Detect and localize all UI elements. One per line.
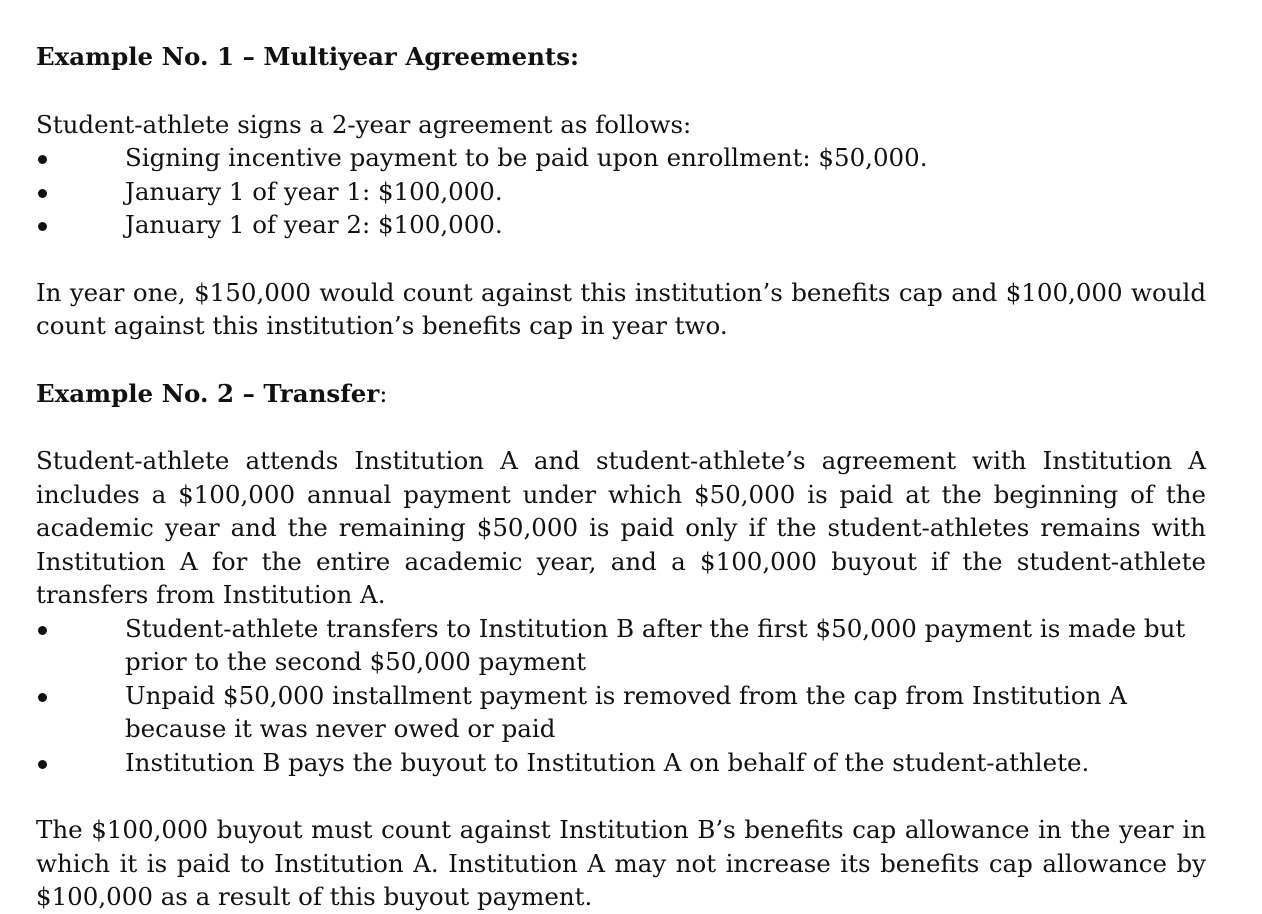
bullet-text: Unpaid $50,000 installment payment is removed from the cap from Institution A because it was never owed or paid <box>125 680 1127 743</box>
spacer <box>36 343 1206 377</box>
example-1-intro: Student-athlete signs a 2-year agreement as follows: <box>36 109 692 139</box>
list-item <box>36 175 1206 209</box>
list-item <box>36 679 1206 746</box>
spacer <box>36 410 1206 444</box>
list-item <box>36 746 1206 780</box>
example-1-heading: Example No. 1 – Multiyear Agreements: <box>36 42 580 71</box>
example-2-bullet-list <box>36 612 1206 780</box>
bullet-text: January 1 of year 1: $100,000. <box>125 176 503 206</box>
list-item <box>36 141 1206 175</box>
bullet-icon <box>38 189 47 198</box>
bullet-text: Signing incentive payment to be paid upon enrollment: $50,000. <box>125 143 928 172</box>
list-item <box>36 208 1206 242</box>
example-2-heading-colon: : <box>379 378 388 408</box>
bullet-icon <box>38 222 47 231</box>
spacer <box>36 74 1206 108</box>
bullet-icon <box>38 155 47 164</box>
bullet-icon <box>38 760 47 769</box>
bullet-icon <box>38 693 47 702</box>
bullet-text: Institution B pays the buyout to Institution A on behalf of the student-athlete. <box>125 747 1090 777</box>
spacer <box>36 779 1206 813</box>
example-1-bullet-list <box>36 141 1206 242</box>
spacer <box>36 242 1206 276</box>
bullet-text: Student-athlete transfers to Institution B after the first $50,000 payment is made but prior to the second $50,000 payment <box>125 613 1186 676</box>
example-1-conclusion: In year one, $150,000 would count against this institution’s benefits cap and $100,000 would count against this institution’s benefits cap in year two. <box>36 277 1206 340</box>
bullet-text: January 1 of year 2: $100,000. <box>125 210 503 239</box>
example-2-intro: Student-athlete attends Institution A and student-athlete’s agreement with Institution A includes a $100,000 annual payment under which $50,000 is paid at the beginning of the academic year and the remaining $50,000 is paid only if the student-athletes remains with Institution A for the entire academic year, and a $100,000 buyout if the student-athlete transfers from Institution A. <box>36 446 1206 609</box>
example-2-heading-text: Example No. 2 – Transfer <box>36 378 380 408</box>
example-2-heading <box>36 377 1206 411</box>
bullet-icon <box>38 626 47 635</box>
example-2-conclusion: The $100,000 buyout must count against Institution B’s benefits cap allowance in the year in which it is paid to Institution A. Institution A may not increase its benefits cap allowance by $100,000 as a result of this buyout payment. <box>36 815 1206 911</box>
list-item <box>36 612 1206 679</box>
